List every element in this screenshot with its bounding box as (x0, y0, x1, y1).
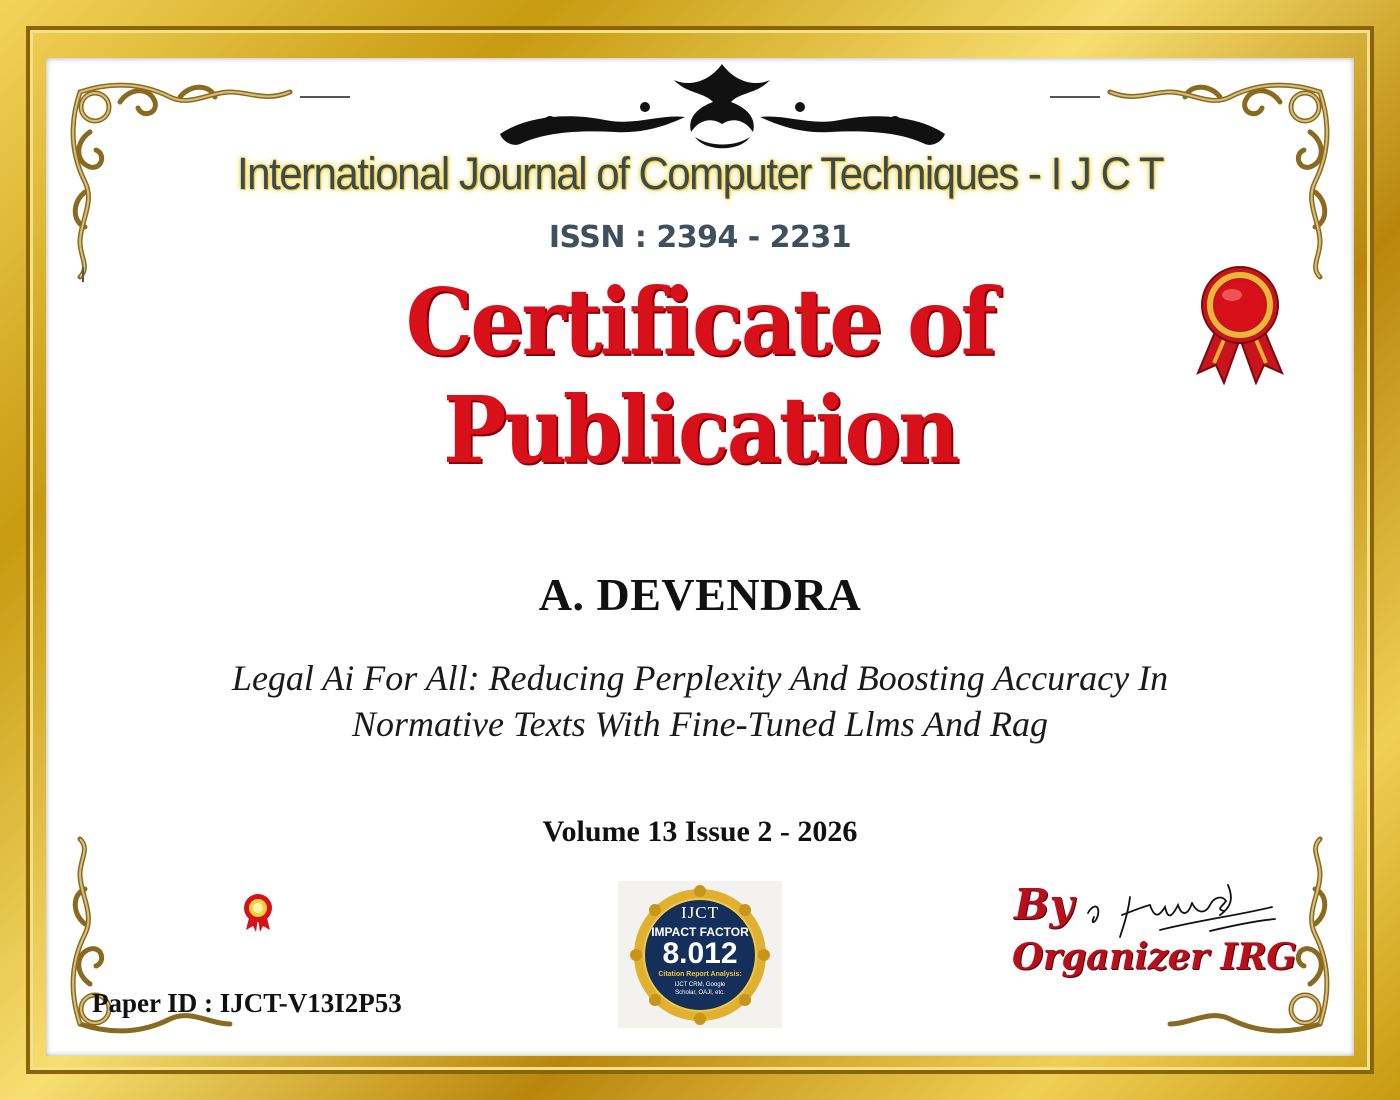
badge-sources: IJCT CRM, Google Scholar, OAJI, etc. (674, 982, 726, 996)
award-ribbon-icon (1190, 265, 1290, 385)
signature-organizer: Organizer IRG (1012, 936, 1297, 978)
badge-citation: Citation Report Analysis: (658, 971, 742, 978)
top-scroll-ornament-icon (495, 62, 950, 152)
corner-ornament-bottom-left (50, 834, 350, 1054)
volume-issue: Volume 13 Issue 2 - 2026 (542, 815, 858, 848)
recipient-name: A. DEVENDRA (538, 569, 862, 620)
impact-factor-badge (618, 881, 782, 1028)
badge-brand: IJCT (681, 903, 719, 922)
paper-title-line-2: Normative Texts With Fine-Tuned Llms And Rag (351, 704, 1048, 744)
badge-value: 8.012 (662, 937, 738, 970)
small-medal-icon (240, 892, 276, 932)
signature-by: By (1014, 880, 1074, 929)
issn-number: ISSN : 2394 - 2231 (548, 220, 852, 255)
badge-label: IMPACT FACTOR (651, 925, 749, 939)
paper-id: Paper ID : IJCT-V13I2P53 (92, 988, 402, 1018)
paper-title-line-1: Legal Ai For All: Reducing Perplexity And Boosting Accuracy In (231, 658, 1169, 698)
certificate-title: Certificate of Publication (405, 268, 995, 484)
journal-name: International Journal of Computer Techniques - I J C T (237, 148, 1163, 199)
paper-title (150, 655, 1250, 747)
